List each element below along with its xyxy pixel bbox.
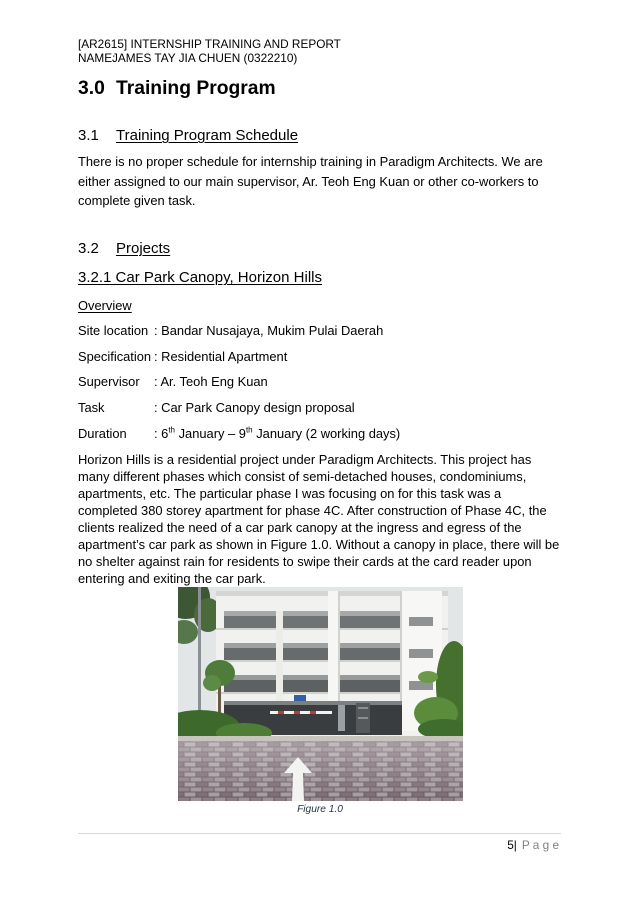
overview-row-task [78,400,561,416]
figure-caption: Figure 1.0 [297,804,343,815]
page-separator: | [513,838,517,852]
schedule-paragraph [78,152,543,211]
schedule-section-title: Training Program Schedule [116,127,299,144]
curb [178,736,463,741]
paragraph-line: completed 380 storey apartment for phase 4C. After construction of Phase 4C, the [78,503,547,518]
duration-start-day: : 6 [154,426,169,441]
figure-photo [178,587,463,801]
paragraph-line: complete given task. [78,193,196,208]
overview-row-label: Duration [78,426,127,441]
overview-row-value: : Residential Apartment [154,349,288,364]
overview-row-value [154,426,400,442]
paragraph-line: apartments, etc. The particular phase I was focusing on for this task was a [78,486,502,501]
overview-row-specification [78,349,561,365]
overview-label: Overview [78,298,132,313]
chapter-title: Training Program [116,78,276,99]
project-paragraph [78,451,559,587]
entrance-sign [294,695,306,701]
chapter-number: 3.0 [78,78,105,99]
paragraph-line: clients realized the need of a car park canopy at the ingress and egress of the [78,520,522,535]
overview-row-value: : Ar. Teoh Eng Kuan [154,374,268,389]
footer-page [507,838,559,852]
paragraph-line: apartment’s car park as shown in Figure 1.0. Without a canopy in place, there will be [78,537,560,552]
paragraph-line: Horizon Hills is a residential project under Paradigm Architects. This project has [78,452,532,467]
overview-row-label: Supervisor [78,374,140,389]
projects-section-number: 3.2 [78,240,99,257]
schedule-section-number: 3.1 [78,127,99,144]
overview-row-site-location [78,323,561,339]
projects-section-title: Projects [116,240,171,257]
project-heading: 3.2.1 Car Park Canopy, Horizon Hills [78,269,322,286]
footer-rule [78,833,561,834]
page-number: 5 [507,838,514,852]
paragraph-line: many different phases which consist of semi-detached houses, condominiums, [78,469,527,484]
paragraph-line: entering and exiting the car park. [78,571,266,586]
duration-start-suffix: th [168,425,176,435]
overview-row-label: Site location [78,323,149,338]
overview-row-duration [78,426,561,442]
overview-row-label: Specification [78,349,152,364]
duration-range: January – 9 [175,426,246,441]
card-reader [338,705,345,731]
duration-end-suffix: th [245,425,253,435]
header-course-line: [AR2615] INTERNSHIP TRAINING AND REPORT [78,37,341,51]
duration-end: January (2 working days) [252,426,401,441]
overview-row-value: : Car Park Canopy design proposal [154,400,355,415]
header-name-value: JAMES TAY JIA CHUEN (0322210) [112,51,298,65]
paragraph-line: There is no proper schedule for internship training in Paradigm Architects. We are [78,154,543,169]
overview-row-supervisor [78,374,561,390]
header-name-label: NAME: [78,51,116,65]
paragraph-line: no shelter against rain for residents to swipe their cards at the card reader upon [78,554,532,569]
paragraph-line: either assigned to our main supervisor, Ar. Teoh Eng Kuan or other co-workers to [78,173,539,189]
overview-row-value: : Bandar Nusajaya, Mukim Pulai Daerah [154,323,384,338]
page-label: P a g e [521,838,559,852]
overview-row-label: Task [78,400,105,415]
